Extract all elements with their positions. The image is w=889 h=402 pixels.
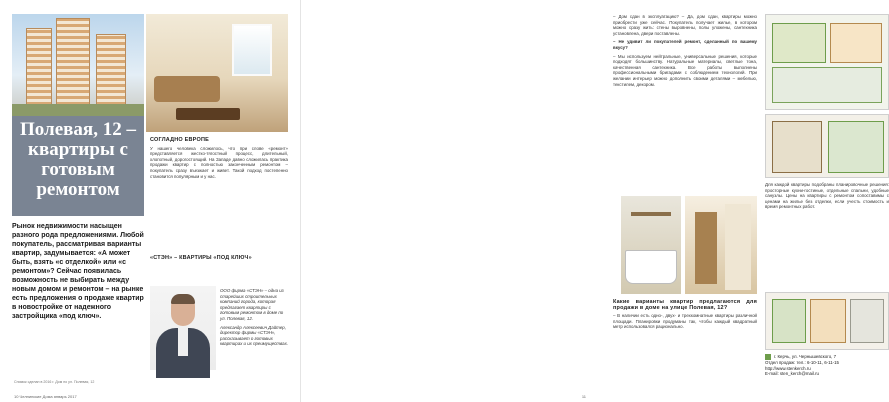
corridor-door <box>695 212 717 284</box>
right-folio: 11 <box>581 394 586 399</box>
article-title: Полевая, 12 – квартиры с готовым ремонтом <box>20 119 136 200</box>
quote-text: Александр Алексеевич Дайтер, директор фирмы «СТЭН», рассказывает о готовых квартирах и их преимуществах. <box>220 324 289 347</box>
plan-room <box>828 121 884 173</box>
photo-caption: Снимок сделан в 2016 г. Дом по ул. Полевая, 12 <box>14 380 95 384</box>
apartment-options <box>613 300 757 330</box>
tower-left <box>26 28 52 106</box>
tower-right <box>96 34 126 106</box>
bathtub <box>625 250 677 284</box>
corridor-wall <box>725 204 751 290</box>
tower-center <box>56 18 90 106</box>
left-page <box>0 0 300 402</box>
contacts-block <box>765 354 889 377</box>
plan-room <box>772 121 822 173</box>
room-table <box>176 108 240 120</box>
apartment-options-text: – В наличии есть одно-, двух- и трехкомнатные квартиры различной площади. Планировки продуманы так, чтобы каждый квадратный метр использовался рационально. <box>613 313 757 330</box>
apartment-options-heading: Какие варианты квартир предлагаются для продажи в доме на улице Полевая, 12? <box>613 299 757 311</box>
layouts-column: Для каждой квартиры подобраны планировочные решения: просторные кухни-гостиные, отдельные спальни, удобные санузлы. Цены на квартиры с ремонтом сопоставимы с ценами на жилье без отделки, если учесть стоимость и время ремонтных работ. <box>765 182 889 210</box>
plan-room <box>772 67 882 103</box>
building-photo <box>12 14 144 116</box>
plan-room <box>772 23 826 63</box>
section-2-heading: «СТЭН» – КВАРТИРЫ «ПОД КЛЮЧ» <box>150 255 252 261</box>
floor-plan-photo-2 <box>765 114 889 178</box>
director-portrait <box>150 286 216 370</box>
interview-text-2: – Мы используем нейтральные, универсальные решения, которые подходят большинству. Натуральные материалы, светлые тона, качественная сантехника. Все работы выполнены профессиональными бригадами с соблюдением технологий. При желании интерьер можно дополнить своими деталями – мебелью, текстилем, декором. <box>613 53 757 87</box>
section-2 <box>150 256 288 264</box>
contacts-website[interactable]: http://www.stenkerch.ru <box>765 365 811 371</box>
contacts-address: г. Керчь, ул. Чернышевского, 7 <box>774 354 837 360</box>
article-lead: Рынок недвижимости насыщен разного рода предложениями. Любой покупатель, рассматривая варианты квартир, задумывается: «А может быть, взять «с отделкой» или «с ремонтом»? Сейчас появилась возможность не выбирать между новым домом и ремонтом – на рынке есть предложения о продаже квартир в новостройке от надежного застройщика «под ключ». <box>12 223 144 320</box>
bathroom-shelf <box>631 212 671 216</box>
interview-text-1: – Дом сдан в эксплуатацию? – Да, дом сдан, квартиры можно приобрести уже сейчас. Покупатель получает жилье, в котором можно сразу жить: стены выровнены, полы уложены, сантехника установлена, двери поставлены. <box>613 14 757 36</box>
section-1-heading: СОГЛАДНО ЕВРОПЕ <box>150 137 209 143</box>
plan-room <box>830 23 882 63</box>
room-window <box>232 24 272 76</box>
ground <box>12 104 144 116</box>
right-page <box>300 0 889 402</box>
interview-question: – Не удивит ли покупателей ремонт, сделанный по вашему вкусу? <box>613 39 757 50</box>
section-1-text: У нашего человека сложилось, что при слове «ремонт» представляется жестко-тягостный процесс, длительный, хлопотный, дорогостоящий. На Западе давно сложилась практика продажи квартир с полностью законченным ремонтом – покупатель сразу въезжает и живет. Такой подход постепенно становится популярным и у нас. <box>150 145 288 179</box>
room-sofa <box>154 76 220 102</box>
bathroom-photo <box>621 196 681 294</box>
portrait-hair <box>171 294 195 304</box>
plan-room <box>850 299 884 343</box>
left-folio: 10 Челнинские Дома январь 2017 <box>14 394 77 399</box>
plan-room <box>810 299 846 343</box>
living-room-photo <box>146 14 288 132</box>
section-2-text: ООО фирма «СТЭН» – одна из старейших строительных компаний города, которая предлагает квартиры с готовым ремонтом в доме по ул. Полевая, 12. <box>220 288 284 321</box>
portrait-shirt <box>178 328 188 356</box>
contacts-phone: Отдел продаж: тел.: 6-10-11, 6-11-15 <box>765 360 839 365</box>
section-1 <box>150 138 288 179</box>
contacts-email[interactable]: E-mail: sten_kerch@mail.ru <box>765 371 819 377</box>
floor-plan-photo-3 <box>765 292 889 350</box>
director-quote <box>220 288 288 347</box>
corridor-photo <box>685 196 757 294</box>
floor-plan-photo-1 <box>765 14 889 110</box>
plan-room <box>772 299 806 343</box>
interview-column <box>613 14 757 87</box>
